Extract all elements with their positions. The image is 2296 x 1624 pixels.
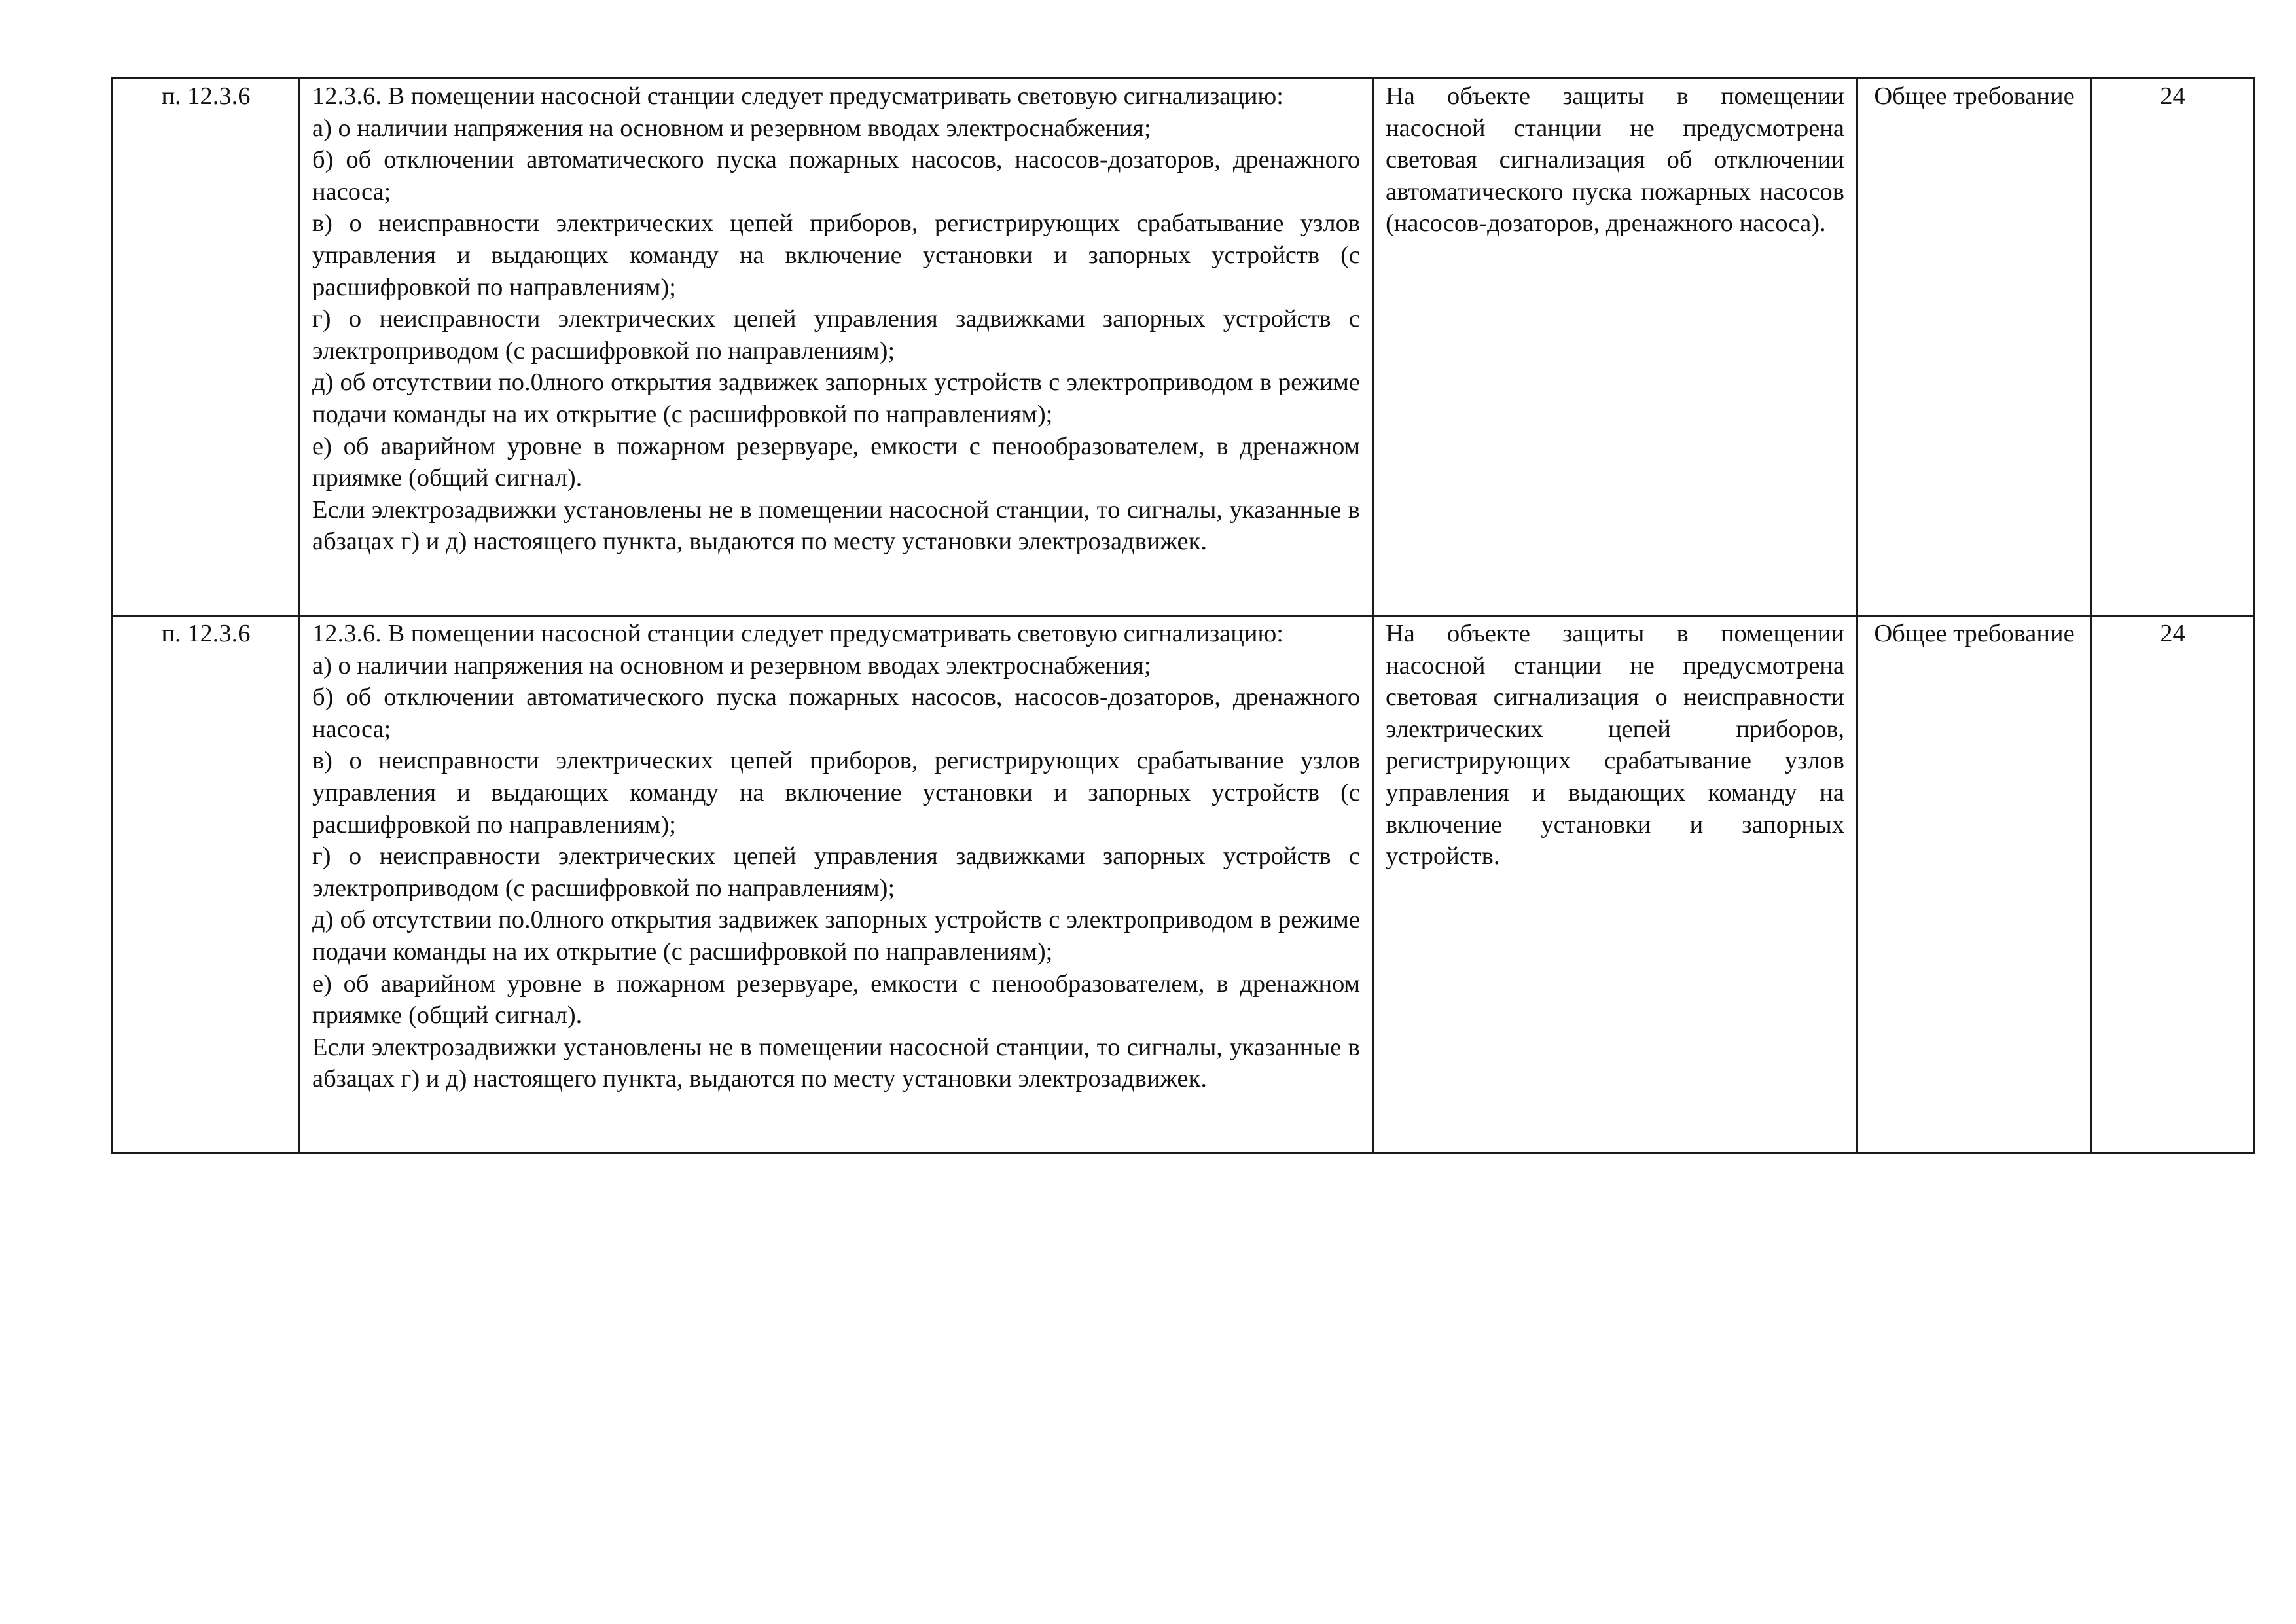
requirement-line: д) об отсутствии по.0лного открытия задвижек запорных устройств с электроприводом в режиме подачи команды на их открытие (с расшифровкой по направлениям); <box>312 906 1360 965</box>
violation-description-cell: На объекте защиты в помещении насосной станции не предусмотрена световая сигнализация об отключении автоматического пуска пожарных насосов (насосов-дозаторов, дренажного насоса). <box>1373 79 1857 616</box>
requirement-line: 12.3.6. В помещении насосной станции следует предусматривать световую сигнализацию: <box>312 82 1283 110</box>
item-number-cell: 24 <box>2092 616 2254 1153</box>
table-row <box>113 79 2254 616</box>
requirement-line: е) об аварийном уровне в пожарном резервуаре, емкости с пенообразователем, в дренажном приямке (общий сигнал). <box>312 969 1360 1030</box>
requirement-line: д) об отсутствии по.0лного открытия задвижек запорных устройств с электроприводом в режиме подачи команды на их открытие (с расшифровкой по направлениям); <box>312 369 1360 428</box>
requirement-type-cell: Общее требование <box>1857 616 2092 1153</box>
requirement-line: б) об отключении автоматического пуска пожарных насосов, насосов-дозаторов, дренажного насоса; <box>312 683 1360 743</box>
norm-reference-cell: п. 12.3.6 <box>113 79 300 616</box>
norm-reference-cell: п. 12.3.6 <box>113 616 300 1153</box>
requirement-line: г) о неисправности электрических цепей управления задвижками запорных устройств с электроприводом (с расшифровкой по направлениям); <box>312 842 1360 902</box>
requirement-type-cell: Общее требование <box>1857 79 2092 616</box>
requirement-line: а) о наличии напряжения на основном и резервном вводах электроснабжения; <box>312 114 1151 142</box>
requirement-line: 12.3.6. В помещении насосной станции следует предусматривать световую сигнализацию: <box>312 620 1283 647</box>
requirement-line: б) об отключении автоматического пуска пожарных насосов, насосов-дозаторов, дренажного насоса; <box>312 146 1360 206</box>
requirements-table <box>111 77 2255 1154</box>
table-row <box>113 616 2254 1153</box>
requirement-text-cell <box>300 616 1373 1153</box>
requirement-line: в) о неисправности электрических цепей приборов, регистрирующих срабатывание узлов управления и выдающих команду на включение установки и запорных устройств (с расшифровкой по направлениям); <box>312 209 1360 301</box>
requirement-line: е) об аварийном уровне в пожарном резервуаре, емкости с пенообразователем, в дренажном приямке (общий сигнал). <box>312 432 1360 492</box>
requirement-text-cell <box>300 79 1373 616</box>
requirement-line: в) о неисправности электрических цепей приборов, регистрирующих срабатывание узлов управления и выдающих команду на включение установки и запорных устройств (с расшифровкой по направлениям); <box>312 747 1360 839</box>
violation-description-cell: На объекте защиты в помещении насосной станции не предусмотрена световая сигнализация о неисправности электрических цепей приборов, регистрирующих срабатывание узлов управления и выдающих команду на включение установки и запорных устройств. <box>1373 616 1857 1153</box>
requirement-line: а) о наличии напряжения на основном и резервном вводах электроснабжения; <box>312 651 1151 679</box>
requirement-line: Если электрозадвижки установлены не в помещении насосной станции, то сигналы, указанные в абзацах г) и д) настоящего пункта, выдаются по месту установки электрозадвижек. <box>312 1033 1360 1093</box>
requirement-line: г) о неисправности электрических цепей управления задвижками запорных устройств с электроприводом (с расшифровкой по направлениям); <box>312 305 1360 365</box>
requirement-line: Если электрозадвижки установлены не в помещении насосной станции, то сигналы, указанные в абзацах г) и д) настоящего пункта, выдаются по месту установки электрозадвижек. <box>312 496 1360 556</box>
item-number-cell: 24 <box>2092 79 2254 616</box>
